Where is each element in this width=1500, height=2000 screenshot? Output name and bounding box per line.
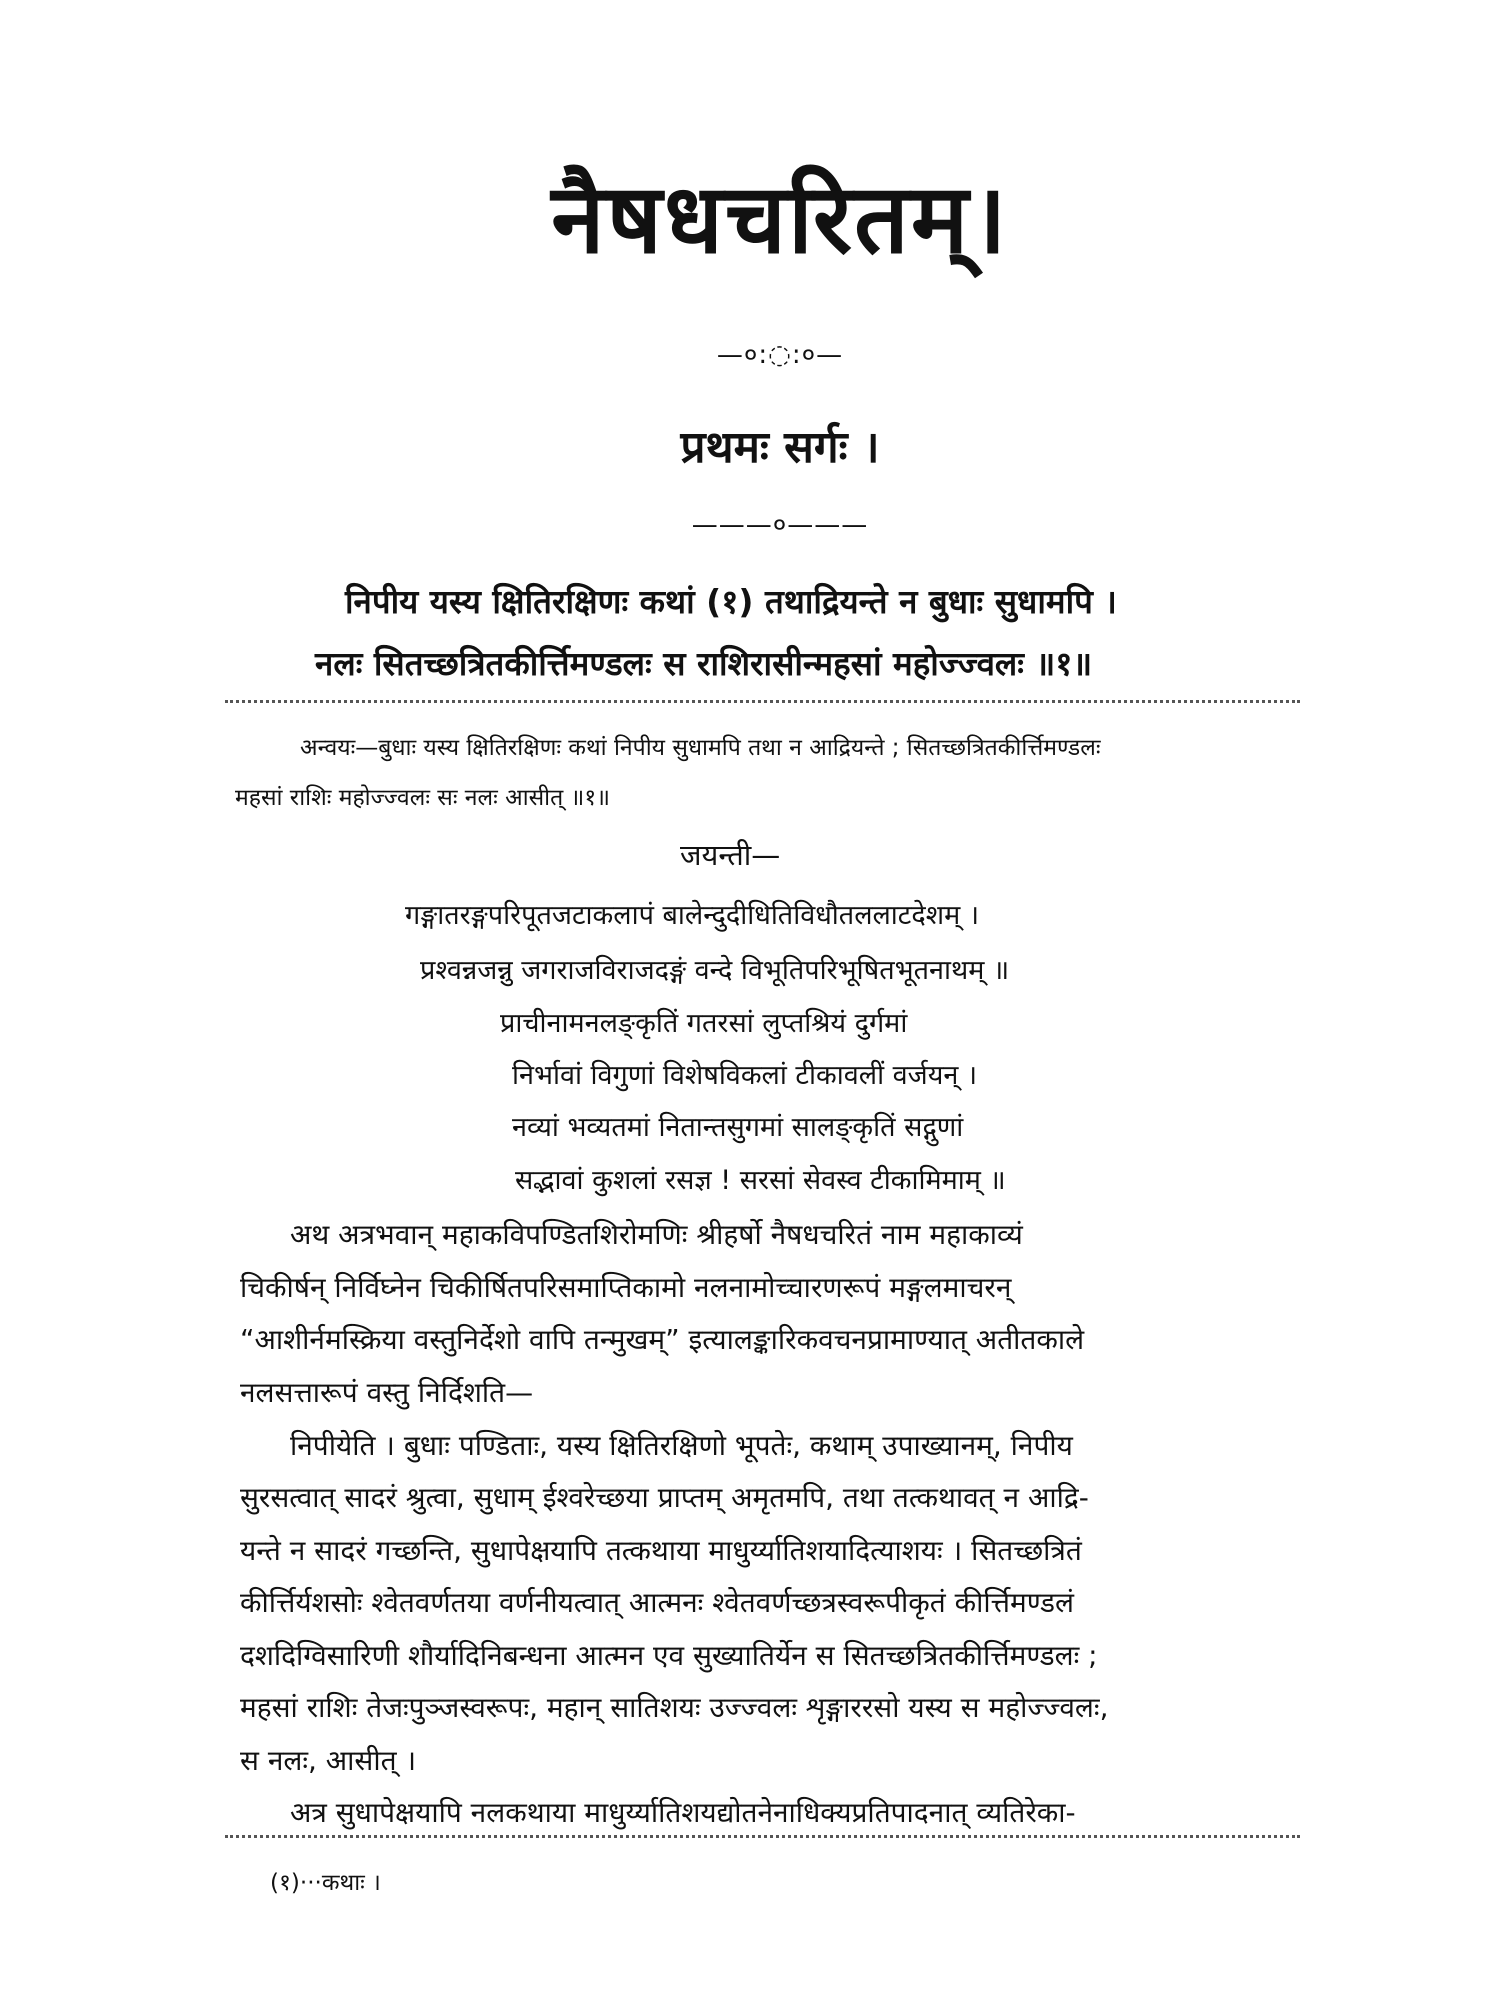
invocation-line: गङ्गातरङ्गपरिपूतजटाकलापं बालेन्दुदीधितिविधौतललाटदेशम् । xyxy=(405,900,980,931)
anvaya-line: अन्वयः—बुधाः यस्य क्षितिरक्षिणः कथां निपीय सुधामपि तथा न आद्रियन्ते ; सितच्छत्रितकीर्त्तिमण्डलः xyxy=(300,735,1101,761)
commentary-heading: जयन्ती— xyxy=(680,838,781,872)
commentary-line: “आशीर्नमस्क्रिया वस्तुनिर्देशो वापि तन्मुखम्” इत्यालङ्कारिकवचनप्रामाण्यात् अतीतकाले xyxy=(240,1323,1085,1356)
ornament-divider-bottom: ———०——— xyxy=(691,510,869,540)
dotted-divider xyxy=(225,700,1300,703)
invocation-line: प्राचीनामनलङ्कृतिं गतरसां लुप्तश्रियं दुर्गमां xyxy=(500,1008,908,1039)
canto-heading: प्रथमः सर्गः । xyxy=(680,422,880,473)
commentary-line: महसां राशिः तेजःपुञ्जस्वरूपः, महान् सातिशयः उज्ज्वलः शृङ्गाररसो यस्य स महोज्ज्वलः, xyxy=(240,1691,1109,1724)
commentary-line: सुरसत्वात् सादरं श्रुत्वा, सुधाम् ईश्वरेच्छया प्राप्तम् अमृतमपि, तथा तत्कथावत् न आद्रि- xyxy=(240,1481,1089,1514)
commentary-line: अथ अत्रभवान् महाकविपण्डितशिरोमणिः श्रीहर्षो नैषधचरितं नाम महाकाव्यं xyxy=(290,1218,1023,1251)
footnote: (१)···कथाः । xyxy=(270,1870,381,1896)
invocation-line: प्रश्वन्नजन्नु जगराजविराजदङ्गं वन्दे विभूतिपरिभूषितभूतनाथम् ॥ xyxy=(420,955,1010,986)
commentary-line: नलसत्तारूपं वस्तु निर्दिशति— xyxy=(240,1376,534,1409)
commentary-line: स नलः, आसीत् । xyxy=(240,1744,417,1777)
commentary-line: अत्र सुधापेक्षयापि नलकथाया माधुर्य्यातिशयद्योतनेनाधिक्यप्रतिपादनात् व्यतिरेका- xyxy=(290,1796,1076,1829)
verse-line: नलः सितच्छत्रितकीर्त्तिमण्डलः स राशिरासीन्महसां महोज्ज्वलः ॥१॥ xyxy=(315,644,1093,683)
verse-line: निपीय यस्य क्षितिरक्षिणः कथां (१) तथाद्रियन्ते न बुधाः सुधामपि । xyxy=(345,582,1117,621)
commentary-line: यन्ते न सादरं गच्छन्ति, सुधापेक्षयापि तत्कथाया माधुर्य्यातिशयादित्याशयः । सितच्छत्रितं xyxy=(240,1534,1082,1567)
commentary-line: कीर्त्तिर्यशसोः श्वेतवर्णतया वर्णनीयत्वात् आत्मनः श्वेतवर्णच्छत्रस्वरूपीकृतं कीर्त्तिमण्डलं xyxy=(240,1586,1074,1619)
ornament-divider-top: —०:◌:०— xyxy=(716,340,844,370)
commentary-line: चिकीर्षन् निर्विघ्नेन चिकीर्षितपरिसमाप्तिकामो नलनामोच्चारणरूपं मङ्गलमाचरन् xyxy=(240,1271,1012,1304)
commentary-line: निपीयेति । बुधाः पण्डिताः, यस्य क्षितिरक्षिणो भूपतेः, कथाम् उपाख्यानम्, निपीय xyxy=(290,1429,1073,1462)
footnote-divider xyxy=(225,1835,1300,1838)
invocation-line: नव्यां भव्यतमां नितान्तसुगमां सालङ्कृतिं सद्गुणां xyxy=(512,1112,964,1143)
commentary-line: दशदिग्विसारिणी शौर्यादिनिबन्धना आत्मन एव सुख्यातिर्येन स सितच्छत्रितकीर्त्तिमण्डलः ; xyxy=(240,1639,1098,1672)
invocation-line: सद्भावां कुशलां रसज्ञ ! सरसां सेवस्व टीकामिमाम् ॥ xyxy=(515,1165,1006,1196)
page-title: नैषधचरितम्। xyxy=(551,163,1009,275)
invocation-line: निर्भावां विगुणां विशेषविकलां टीकावलीं वर्जयन् । xyxy=(512,1060,978,1091)
anvaya-line: महसां राशिः महोज्ज्वलः सः नलः आसीत् ॥१॥ xyxy=(235,785,611,811)
